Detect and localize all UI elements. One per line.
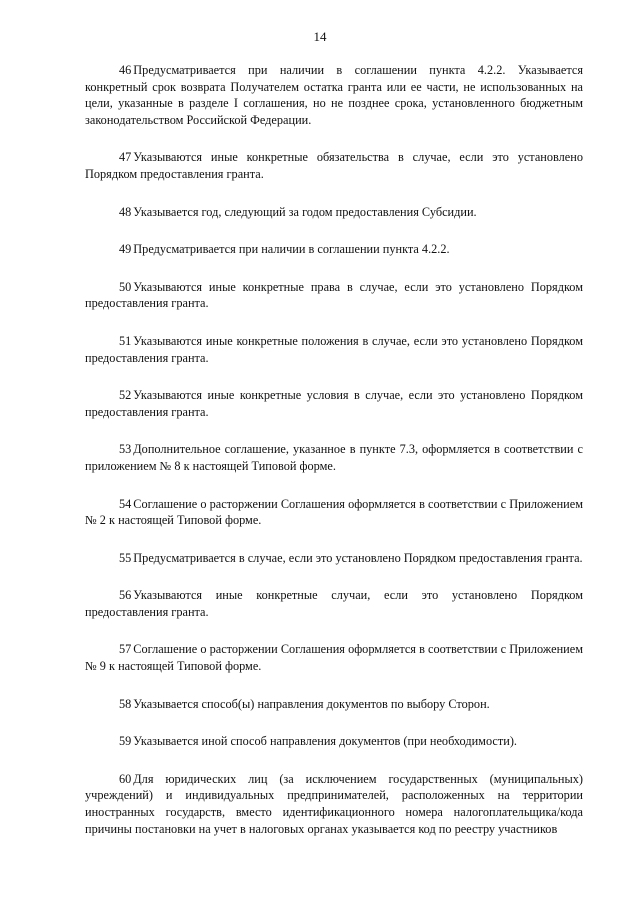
footnote-59 — [85, 733, 583, 750]
footnote-text: Указываются иные конкретные случаи, если это установлено Порядком предоставления гранта. — [85, 588, 583, 619]
footnote-number: 48 — [119, 204, 132, 219]
footnote-56 — [85, 587, 583, 620]
footnote-54 — [85, 496, 583, 529]
footnote-text: Для юридических лиц (за исключением государственных (муниципальных) учреждений) и индивидуальных предпринимателей, расположенных на территории иностранных государств, вместо идентификационного номера налогоплательщика/кода причины постановки на учет в налоговых органах указывается код по реестру участников — [85, 771, 583, 836]
footnote-55 — [85, 550, 583, 567]
page-number: 14 — [313, 29, 327, 44]
footnote-number: 53 — [119, 442, 132, 457]
footnote-number: 55 — [119, 550, 132, 565]
footnote-text: Предусматривается при наличии в соглашении пункта 4.2.2. Указывается конкретный срок возврата Получателем остатка гранта или ее части, не использованных на цели, указанные в разделе I соглашения, но не позднее срока, установленного бюджетным законодательством Российской Федерации. — [85, 63, 583, 127]
footnote-text: Соглашение о расторжении Соглашения оформляется в соответствии с Приложением № 9 к настоящей Типовой форме. — [85, 642, 583, 674]
footnote-text: Указываются иные конкретные права в случае, если это установлено Порядком предоставления гранта. — [85, 279, 583, 311]
footnote-49 — [85, 241, 583, 258]
footnote-58 — [85, 696, 583, 713]
footnote-number: 50 — [119, 279, 132, 294]
footnote-57 — [85, 641, 583, 674]
footnotes-list — [85, 62, 583, 837]
footnote-number: 49 — [119, 242, 132, 257]
footnote-text: Соглашение о расторжении Соглашения оформляется в соответствии с Приложением № 2 к настоящей Типовой форме. — [85, 496, 583, 528]
footnote-text: Дополнительное соглашение, указанное в пункте 7.3, оформляется в соответствии с приложением № 8 к настоящей Типовой форме. — [85, 442, 583, 473]
footnote-text: Указывается год, следующий за годом предоставления Субсидии. — [133, 204, 477, 219]
footnote-number: 57 — [119, 642, 132, 657]
footnote-text: Указываются иные конкретные положения в случае, если это установлено Порядком предоставления гранта. — [85, 333, 583, 365]
footnote-text: Указываются иные конкретные условия в случае, если это установлено Порядком предоставления гранта. — [85, 388, 583, 419]
footnote-text: Предусматривается при наличии в соглашении пункта 4.2.2. — [133, 242, 450, 257]
footnote-number: 58 — [119, 696, 132, 711]
footnote-number: 54 — [119, 496, 132, 511]
footnote-53 — [85, 441, 583, 474]
footnote-50 — [85, 279, 583, 312]
footnote-number: 56 — [119, 588, 132, 603]
footnote-text: Указывается способ(ы) направления документов по выбору Сторон. — [133, 696, 490, 711]
footnote-number: 52 — [119, 388, 132, 403]
footnote-47 — [85, 149, 583, 182]
footnote-number: 51 — [119, 333, 132, 348]
footnote-46 — [85, 62, 583, 128]
footnote-number: 59 — [119, 734, 132, 749]
footnote-number: 60 — [119, 771, 132, 786]
footnote-60 — [85, 771, 583, 837]
footnote-48 — [85, 204, 583, 221]
footnote-text: Указываются иные конкретные обязательства в случае, если это установлено Порядком предоставления гранта. — [85, 150, 583, 181]
footnote-number: 46 — [119, 63, 132, 77]
footnote-text: Предусматривается в случае, если это установлено Порядком предоставления гранта. — [133, 550, 583, 565]
footnote-51 — [85, 333, 583, 366]
footnote-text: Указывается иной способ направления документов (при необходимости). — [133, 734, 517, 749]
footnote-52 — [85, 387, 583, 420]
footnote-number: 47 — [119, 150, 132, 165]
